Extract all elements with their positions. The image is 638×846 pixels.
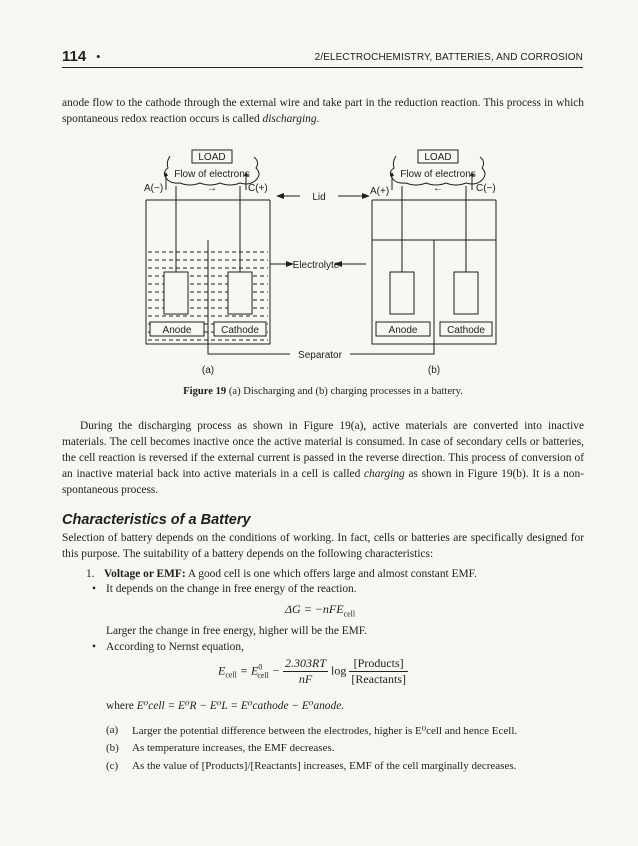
flow-label-a: Flow of electrons — [174, 169, 250, 180]
products-fraction: $\frac{\text{[Products]}}{\text{[Reactants]}}$ — [351, 656, 406, 686]
discharging-paragraph: During the discharging process as shown in Figure 19(a), active materials are converted into inactive materials. The cell becomes inactive once the active material is consumed. In case of secondary cells or batteries, the cell reaction is reversed if the external current is passed in the reverse direction. This process of conversion of an inactive material back into active materials in a cell is called charging as shown in Figure 19(b). It is a non-spontaneous process. — [62, 420, 584, 496]
battery-diagram — [100, 142, 560, 380]
figure-label: Figure 19 — [183, 386, 227, 397]
term-charging: charging — [364, 468, 405, 480]
anode-plate-b — [390, 272, 414, 314]
section-heading: Characteristics of a Battery — [62, 512, 251, 528]
terminal-a-minus: A(−) — [144, 183, 164, 194]
flow-arrow-a: → — [207, 183, 217, 194]
lid-label: Lid — [312, 192, 326, 203]
separator-pointer-left — [208, 344, 290, 354]
flow-arrow-b: ← — [433, 183, 443, 194]
page-number: 114 — [62, 48, 87, 65]
cathode-label-a: Cathode — [221, 325, 259, 336]
terminal-a-plus: A(+) — [370, 186, 390, 197]
anode-plate-a — [164, 272, 188, 314]
larger-change-text: Larger the change in free energy, higher will be the EMF. — [106, 625, 368, 637]
term-discharging: discharging — [262, 113, 317, 125]
cathode-plate-a — [228, 272, 252, 314]
nernst-fraction: $\frac{2.303RT}{nF}$ — [284, 656, 326, 686]
anode-label-b: Anode — [388, 325, 418, 336]
intro-paragraph: anode flow to the cathode through the external wire and take part in the reduction reaction. This process in which spontaneous redox reaction occurs is called discharging. — [62, 97, 584, 125]
figure-caption-text: (a) Discharging and (b) charging processes in a battery. — [228, 386, 463, 397]
anode-label-a: Anode — [162, 325, 192, 336]
item-label: Voltage or EMF: — [104, 568, 186, 580]
chapter-title: 2/ELECTROCHEMISTRY, BATTERIES, AND CORROSION — [314, 52, 583, 63]
terminal-c-minus: C(−) — [476, 183, 496, 194]
terminal-c-plus: C(+) — [248, 183, 268, 194]
header-bullet: • — [96, 49, 101, 64]
figure-19 — [100, 142, 560, 380]
equation-gibbs: ΔG = −nFE$_{cell}$ — [285, 602, 356, 619]
load-label-b: LOAD — [424, 152, 452, 163]
sub-label-b: (b) — [427, 365, 441, 376]
sub-label-a: (a) — [201, 365, 215, 376]
figure-caption — [62, 386, 584, 397]
section-intro: Selection of battery depends on the conditions of working. In fact, cells or batteries are specifically designed for this purpose. The suitability of a battery depends on the following characteristics: — [62, 532, 584, 560]
page: 114 • 2/ELECTROCHEMISTRY, BATTERIES, AND CORROSION anode flow to the cathode through the external wire and take part in the reduction reaction. This process in which spontaneous redox reaction occurs is called discharging. LOAD Flow of electrons → A(−) C(+) LOAD Flow of electrons ← A(+) C(−) Lid Electrolyte Separator Anode Cathode Anode Cathode (a) (b) Figure 19 (a) Discharging and (b) charging processes in a battery. During the discharging process as shown in Figure 19(a), active materials are converted into inactive materials. The cell becomes inactive once the active material is consumed. In case of secondary cells or batteries, the cell reaction is reversed if the external current is passed in the reverse direction. This process of conversion of an inactive material back into active materials in a cell is called charging as shown in Figure 19(b). It is a non-spontaneous process. Characteristics of a Battery Selection of battery depends on the conditions of working. In fact, cells or batteries are specifically designed for this purpose. The suitability of a battery depends on the following characteristics: 1. Voltage or EMF: A good cell is one which offers large and almost constant EMF. • It depends on the change in free energy of the reaction. ΔG = −nFE$_{cell}$ Larger the change in free energy, higher will be the EMF. • According to Nernst equation, $E_{cell} = E^0_{cell}$ − $\frac{2.303RT}{nF}$ log $\frac{\text{[Products]}}{\text{[Reactants]}}$ where E⁰cell = E⁰R − E⁰L = E⁰cathode − E⁰anode. (a) Larger the potential difference between the electrodes, higher is E⁰cell and hence Ecell. (b) As temperature increases, the EMF decreases. (c) As the value of [Products]/[Reactants] increases, EMF of the cell marginally decreases. — [62, 48, 584, 772]
separator-label: Separator — [298, 350, 342, 361]
header-rule — [62, 67, 583, 68]
electrolyte-label: Electrolyte — [292, 260, 340, 271]
flow-label-b: Flow of electrons — [400, 169, 476, 180]
lid-arrow-left — [276, 193, 284, 199]
bullet-nernst: • According to Nernst equation, — [92, 641, 244, 653]
cathode-label-b: Cathode — [447, 325, 485, 336]
item-number: 1. — [86, 568, 95, 580]
bullet-free-energy: • It depends on the change in free energy of the reaction. — [92, 583, 357, 595]
lid-arrow-right — [362, 193, 370, 199]
load-label-a: LOAD — [198, 152, 226, 163]
item-text: A good cell is one which offers large and almost constant EMF. — [187, 568, 477, 580]
where-line: where E⁰cell = E⁰R − E⁰L = E⁰cathode − E⁰anode. — [106, 700, 345, 712]
nernst-equation: $E_{cell} = E^0_{cell}$ − $\frac{2.303RT}{nF}$ log $\frac{\text{[Products]}}{\text{[Reactants]}}$ — [218, 656, 406, 686]
cathode-plate-b — [454, 272, 478, 314]
separator-pointer-right — [350, 344, 434, 354]
